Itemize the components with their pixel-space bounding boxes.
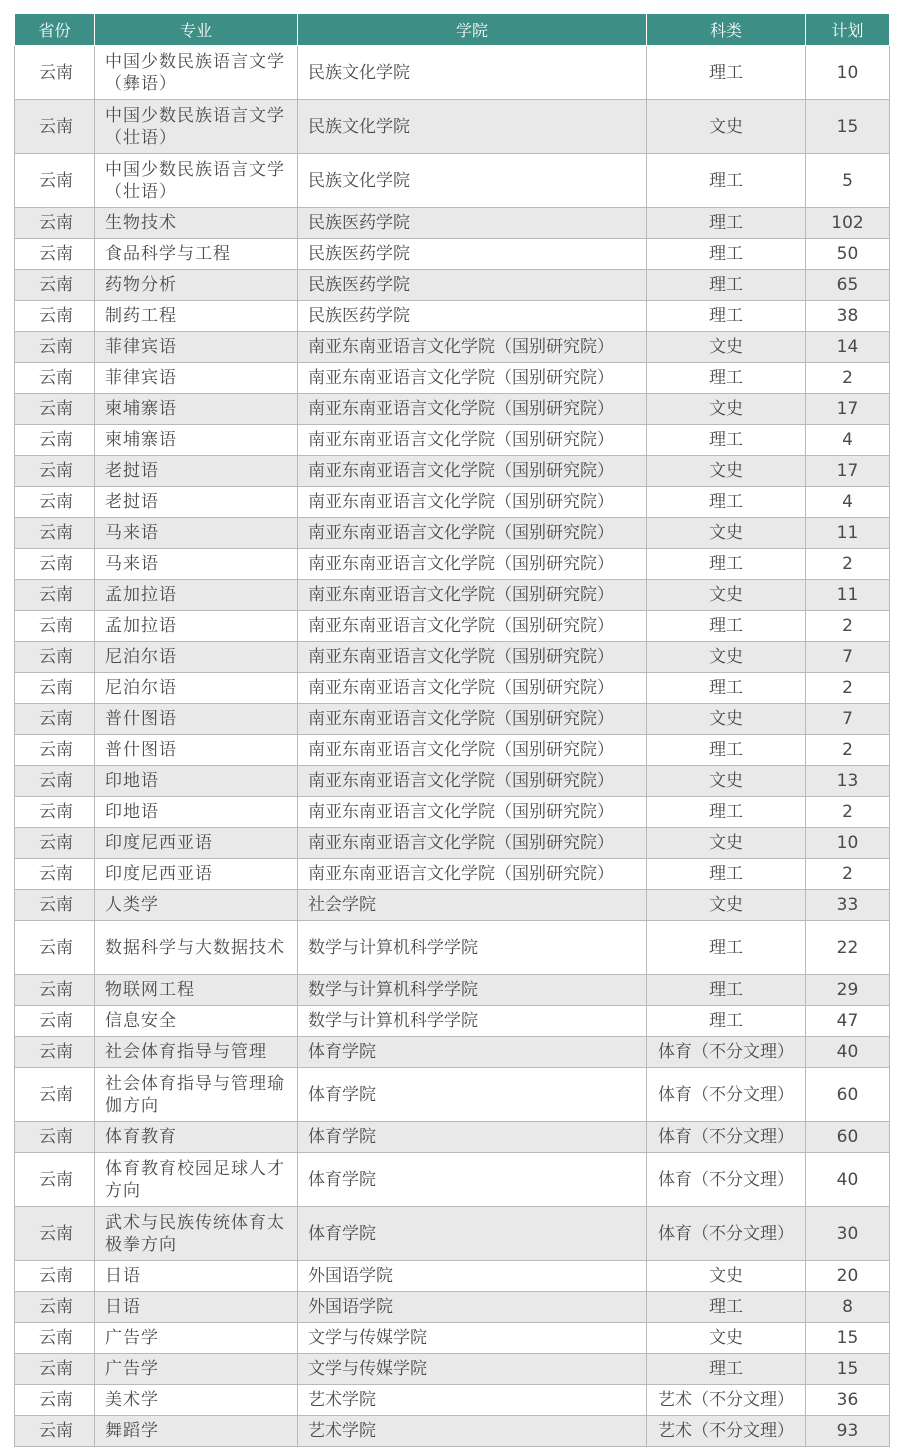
cell-category: 体育（不分文理） (647, 1122, 806, 1153)
cell-college: 南亚东南亚语言文化学院（国别研究院） (298, 673, 647, 704)
cell-category: 体育（不分文理） (647, 1153, 806, 1207)
cell-college: 民族医药学院 (298, 301, 647, 332)
table-row (15, 208, 890, 239)
header-province: 省份 (15, 14, 95, 46)
cell-college: 南亚东南亚语言文化学院（国别研究院） (298, 735, 647, 766)
table-row (15, 549, 890, 580)
cell-plan: 2 (806, 549, 890, 580)
cell-province: 云南 (15, 394, 95, 425)
cell-plan: 8 (806, 1292, 890, 1323)
header-plan: 计划 (806, 14, 890, 46)
cell-major: 马来语 (95, 518, 298, 549)
cell-category: 理工 (647, 208, 806, 239)
cell-college: 数学与计算机科学学院 (298, 1006, 647, 1037)
table-row (15, 1207, 890, 1261)
cell-category: 体育（不分文理） (647, 1207, 806, 1261)
cell-major: 孟加拉语 (95, 611, 298, 642)
cell-plan: 10 (806, 46, 890, 100)
cell-province: 云南 (15, 1292, 95, 1323)
cell-major: 普什图语 (95, 704, 298, 735)
cell-category: 体育（不分文理） (647, 1037, 806, 1068)
cell-province: 云南 (15, 975, 95, 1006)
cell-category: 理工 (647, 735, 806, 766)
cell-major: 日语 (95, 1292, 298, 1323)
cell-major: 广告学 (95, 1323, 298, 1354)
cell-college: 体育学院 (298, 1153, 647, 1207)
cell-category: 理工 (647, 363, 806, 394)
cell-plan: 38 (806, 301, 890, 332)
table-row (15, 1323, 890, 1354)
cell-category: 理工 (647, 487, 806, 518)
table-row (15, 1261, 890, 1292)
header-row (15, 14, 890, 46)
cell-province: 云南 (15, 797, 95, 828)
cell-plan: 36 (806, 1385, 890, 1416)
cell-province: 云南 (15, 580, 95, 611)
cell-province: 云南 (15, 46, 95, 100)
table-row (15, 859, 890, 890)
cell-plan: 60 (806, 1122, 890, 1153)
cell-plan: 29 (806, 975, 890, 1006)
cell-province: 云南 (15, 1261, 95, 1292)
header-category: 科类 (647, 14, 806, 46)
table-header (15, 14, 890, 46)
cell-province: 云南 (15, 766, 95, 797)
cell-plan: 102 (806, 208, 890, 239)
table-row (15, 975, 890, 1006)
table-row (15, 921, 890, 975)
cell-college: 民族文化学院 (298, 100, 647, 154)
cell-plan: 10 (806, 828, 890, 859)
cell-college: 南亚东南亚语言文化学院（国别研究院） (298, 797, 647, 828)
cell-province: 云南 (15, 1006, 95, 1037)
table-row (15, 735, 890, 766)
cell-major: 孟加拉语 (95, 580, 298, 611)
cell-college: 文学与传媒学院 (298, 1323, 647, 1354)
cell-college: 南亚东南亚语言文化学院（国别研究院） (298, 363, 647, 394)
table-row (15, 301, 890, 332)
cell-college: 外国语学院 (298, 1292, 647, 1323)
cell-college: 南亚东南亚语言文化学院（国别研究院） (298, 518, 647, 549)
cell-category: 理工 (647, 673, 806, 704)
cell-college: 体育学院 (298, 1037, 647, 1068)
table-row (15, 828, 890, 859)
table-row (15, 766, 890, 797)
cell-plan: 7 (806, 642, 890, 673)
cell-major: 印地语 (95, 766, 298, 797)
cell-major: 武术与民族传统体育太极拳方向 (95, 1207, 298, 1261)
cell-major: 尼泊尔语 (95, 642, 298, 673)
cell-plan: 40 (806, 1153, 890, 1207)
header-major: 专业 (95, 14, 298, 46)
cell-province: 云南 (15, 518, 95, 549)
cell-college: 社会学院 (298, 890, 647, 921)
cell-category: 理工 (647, 46, 806, 100)
cell-plan: 2 (806, 735, 890, 766)
cell-province: 云南 (15, 332, 95, 363)
cell-major: 柬埔寨语 (95, 394, 298, 425)
cell-college: 南亚东南亚语言文化学院（国别研究院） (298, 611, 647, 642)
cell-major: 数据科学与大数据技术 (95, 921, 298, 975)
cell-province: 云南 (15, 673, 95, 704)
cell-college: 数学与计算机科学学院 (298, 921, 647, 975)
table-row (15, 1416, 890, 1447)
cell-category: 理工 (647, 611, 806, 642)
cell-college: 文学与传媒学院 (298, 1354, 647, 1385)
cell-category: 文史 (647, 1323, 806, 1354)
table-row (15, 890, 890, 921)
cell-plan: 11 (806, 580, 890, 611)
table-row (15, 425, 890, 456)
cell-category: 文史 (647, 580, 806, 611)
table-row (15, 270, 890, 301)
cell-category: 理工 (647, 859, 806, 890)
cell-major: 普什图语 (95, 735, 298, 766)
cell-province: 云南 (15, 549, 95, 580)
cell-plan: 33 (806, 890, 890, 921)
cell-category: 文史 (647, 100, 806, 154)
cell-major: 生物技术 (95, 208, 298, 239)
cell-category: 文史 (647, 704, 806, 735)
cell-major: 中国少数民族语言文学（彝语） (95, 46, 298, 100)
table-row (15, 363, 890, 394)
cell-plan: 15 (806, 1354, 890, 1385)
cell-category: 艺术（不分文理） (647, 1416, 806, 1447)
cell-major: 人类学 (95, 890, 298, 921)
table-row (15, 154, 890, 208)
table-row (15, 611, 890, 642)
cell-college: 外国语学院 (298, 1261, 647, 1292)
cell-college: 南亚东南亚语言文化学院（国别研究院） (298, 766, 647, 797)
cell-plan: 17 (806, 394, 890, 425)
cell-province: 云南 (15, 735, 95, 766)
cell-major: 马来语 (95, 549, 298, 580)
cell-plan: 2 (806, 673, 890, 704)
cell-province: 云南 (15, 425, 95, 456)
cell-plan: 17 (806, 456, 890, 487)
cell-major: 物联网工程 (95, 975, 298, 1006)
cell-province: 云南 (15, 100, 95, 154)
cell-category: 文史 (647, 766, 806, 797)
cell-major: 体育教育校园足球人才方向 (95, 1153, 298, 1207)
cell-major: 印度尼西亚语 (95, 859, 298, 890)
cell-major: 菲律宾语 (95, 363, 298, 394)
table-body (15, 46, 890, 1447)
table-row (15, 332, 890, 363)
header-college: 学院 (298, 14, 647, 46)
cell-province: 云南 (15, 208, 95, 239)
cell-college: 南亚东南亚语言文化学院（国别研究院） (298, 332, 647, 363)
cell-major: 食品科学与工程 (95, 239, 298, 270)
cell-major: 中国少数民族语言文学（壮语） (95, 100, 298, 154)
cell-plan: 2 (806, 859, 890, 890)
table-row (15, 100, 890, 154)
cell-plan: 2 (806, 797, 890, 828)
cell-province: 云南 (15, 642, 95, 673)
cell-plan: 7 (806, 704, 890, 735)
cell-province: 云南 (15, 704, 95, 735)
cell-major: 印度尼西亚语 (95, 828, 298, 859)
cell-province: 云南 (15, 1122, 95, 1153)
cell-college: 南亚东南亚语言文化学院（国别研究院） (298, 828, 647, 859)
table-row (15, 46, 890, 100)
cell-category: 理工 (647, 1354, 806, 1385)
cell-province: 云南 (15, 1153, 95, 1207)
cell-plan: 11 (806, 518, 890, 549)
table-row (15, 642, 890, 673)
cell-college: 南亚东南亚语言文化学院（国别研究院） (298, 425, 647, 456)
cell-plan: 50 (806, 239, 890, 270)
cell-province: 云南 (15, 1037, 95, 1068)
cell-province: 云南 (15, 487, 95, 518)
table-row (15, 673, 890, 704)
cell-province: 云南 (15, 828, 95, 859)
cell-category: 文史 (647, 518, 806, 549)
cell-province: 云南 (15, 239, 95, 270)
cell-province: 云南 (15, 154, 95, 208)
cell-plan: 60 (806, 1068, 890, 1122)
cell-major: 药物分析 (95, 270, 298, 301)
table-row (15, 797, 890, 828)
cell-province: 云南 (15, 270, 95, 301)
cell-college: 南亚东南亚语言文化学院（国别研究院） (298, 859, 647, 890)
cell-college: 数学与计算机科学学院 (298, 975, 647, 1006)
cell-province: 云南 (15, 1416, 95, 1447)
cell-plan: 15 (806, 100, 890, 154)
cell-category: 理工 (647, 1292, 806, 1323)
cell-major: 美术学 (95, 1385, 298, 1416)
cell-category: 体育（不分文理） (647, 1068, 806, 1122)
cell-category: 理工 (647, 921, 806, 975)
cell-province: 云南 (15, 1354, 95, 1385)
cell-college: 南亚东南亚语言文化学院（国别研究院） (298, 549, 647, 580)
cell-college: 南亚东南亚语言文化学院（国别研究院） (298, 642, 647, 673)
cell-plan: 65 (806, 270, 890, 301)
cell-province: 云南 (15, 1207, 95, 1261)
cell-major: 社会体育指导与管理 (95, 1037, 298, 1068)
cell-province: 云南 (15, 1323, 95, 1354)
cell-category: 理工 (647, 239, 806, 270)
cell-major: 柬埔寨语 (95, 425, 298, 456)
cell-major: 社会体育指导与管理瑜伽方向 (95, 1068, 298, 1122)
cell-plan: 30 (806, 1207, 890, 1261)
cell-college: 南亚东南亚语言文化学院（国别研究院） (298, 394, 647, 425)
cell-province: 云南 (15, 859, 95, 890)
table-row (15, 1292, 890, 1323)
cell-plan: 4 (806, 425, 890, 456)
cell-category: 理工 (647, 1006, 806, 1037)
cell-plan: 20 (806, 1261, 890, 1292)
cell-category: 文史 (647, 332, 806, 363)
cell-major: 制药工程 (95, 301, 298, 332)
cell-plan: 15 (806, 1323, 890, 1354)
cell-college: 民族医药学院 (298, 208, 647, 239)
cell-major: 菲律宾语 (95, 332, 298, 363)
cell-college: 南亚东南亚语言文化学院（国别研究院） (298, 580, 647, 611)
cell-major: 中国少数民族语言文学（壮语） (95, 154, 298, 208)
table-row (15, 1037, 890, 1068)
enrollment-plan-sheet (14, 13, 889, 1447)
cell-major: 印地语 (95, 797, 298, 828)
cell-college: 体育学院 (298, 1207, 647, 1261)
cell-plan: 93 (806, 1416, 890, 1447)
cell-province: 云南 (15, 921, 95, 975)
cell-category: 理工 (647, 301, 806, 332)
cell-major: 老挝语 (95, 456, 298, 487)
cell-province: 云南 (15, 890, 95, 921)
cell-category: 理工 (647, 270, 806, 301)
cell-college: 艺术学院 (298, 1385, 647, 1416)
cell-college: 南亚东南亚语言文化学院（国别研究院） (298, 487, 647, 518)
table-row (15, 456, 890, 487)
cell-category: 艺术（不分文理） (647, 1385, 806, 1416)
cell-college: 体育学院 (298, 1068, 647, 1122)
cell-category: 理工 (647, 797, 806, 828)
cell-province: 云南 (15, 611, 95, 642)
cell-major: 舞蹈学 (95, 1416, 298, 1447)
cell-category: 理工 (647, 975, 806, 1006)
cell-province: 云南 (15, 363, 95, 394)
cell-college: 体育学院 (298, 1122, 647, 1153)
cell-plan: 40 (806, 1037, 890, 1068)
table-row (15, 518, 890, 549)
cell-major: 老挝语 (95, 487, 298, 518)
cell-college: 民族医药学院 (298, 239, 647, 270)
table-row (15, 487, 890, 518)
cell-category: 理工 (647, 425, 806, 456)
cell-province: 云南 (15, 301, 95, 332)
cell-plan: 22 (806, 921, 890, 975)
table-row (15, 704, 890, 735)
table-row (15, 394, 890, 425)
cell-category: 文史 (647, 890, 806, 921)
table-row (15, 1006, 890, 1037)
cell-college: 南亚东南亚语言文化学院（国别研究院） (298, 704, 647, 735)
cell-category: 文史 (647, 1261, 806, 1292)
cell-major: 日语 (95, 1261, 298, 1292)
cell-plan: 13 (806, 766, 890, 797)
cell-major: 广告学 (95, 1354, 298, 1385)
table-row (15, 239, 890, 270)
cell-category: 文史 (647, 394, 806, 425)
table-row (15, 1068, 890, 1122)
cell-province: 云南 (15, 1385, 95, 1416)
cell-plan: 47 (806, 1006, 890, 1037)
cell-plan: 2 (806, 611, 890, 642)
cell-category: 文史 (647, 642, 806, 673)
cell-plan: 2 (806, 363, 890, 394)
table-row (15, 1354, 890, 1385)
cell-category: 文史 (647, 828, 806, 859)
cell-major: 尼泊尔语 (95, 673, 298, 704)
cell-college: 南亚东南亚语言文化学院（国别研究院） (298, 456, 647, 487)
cell-college: 艺术学院 (298, 1416, 647, 1447)
table-row (15, 1122, 890, 1153)
cell-college: 民族文化学院 (298, 46, 647, 100)
cell-category: 理工 (647, 154, 806, 208)
cell-plan: 5 (806, 154, 890, 208)
cell-category: 理工 (647, 549, 806, 580)
cell-province: 云南 (15, 456, 95, 487)
cell-college: 民族文化学院 (298, 154, 647, 208)
table-row (15, 1385, 890, 1416)
cell-plan: 4 (806, 487, 890, 518)
cell-plan: 14 (806, 332, 890, 363)
enrollment-plan-table (14, 13, 890, 1447)
table-row (15, 1153, 890, 1207)
cell-major: 体育教育 (95, 1122, 298, 1153)
table-row (15, 580, 890, 611)
cell-major: 信息安全 (95, 1006, 298, 1037)
cell-province: 云南 (15, 1068, 95, 1122)
cell-college: 民族医药学院 (298, 270, 647, 301)
cell-category: 文史 (647, 456, 806, 487)
